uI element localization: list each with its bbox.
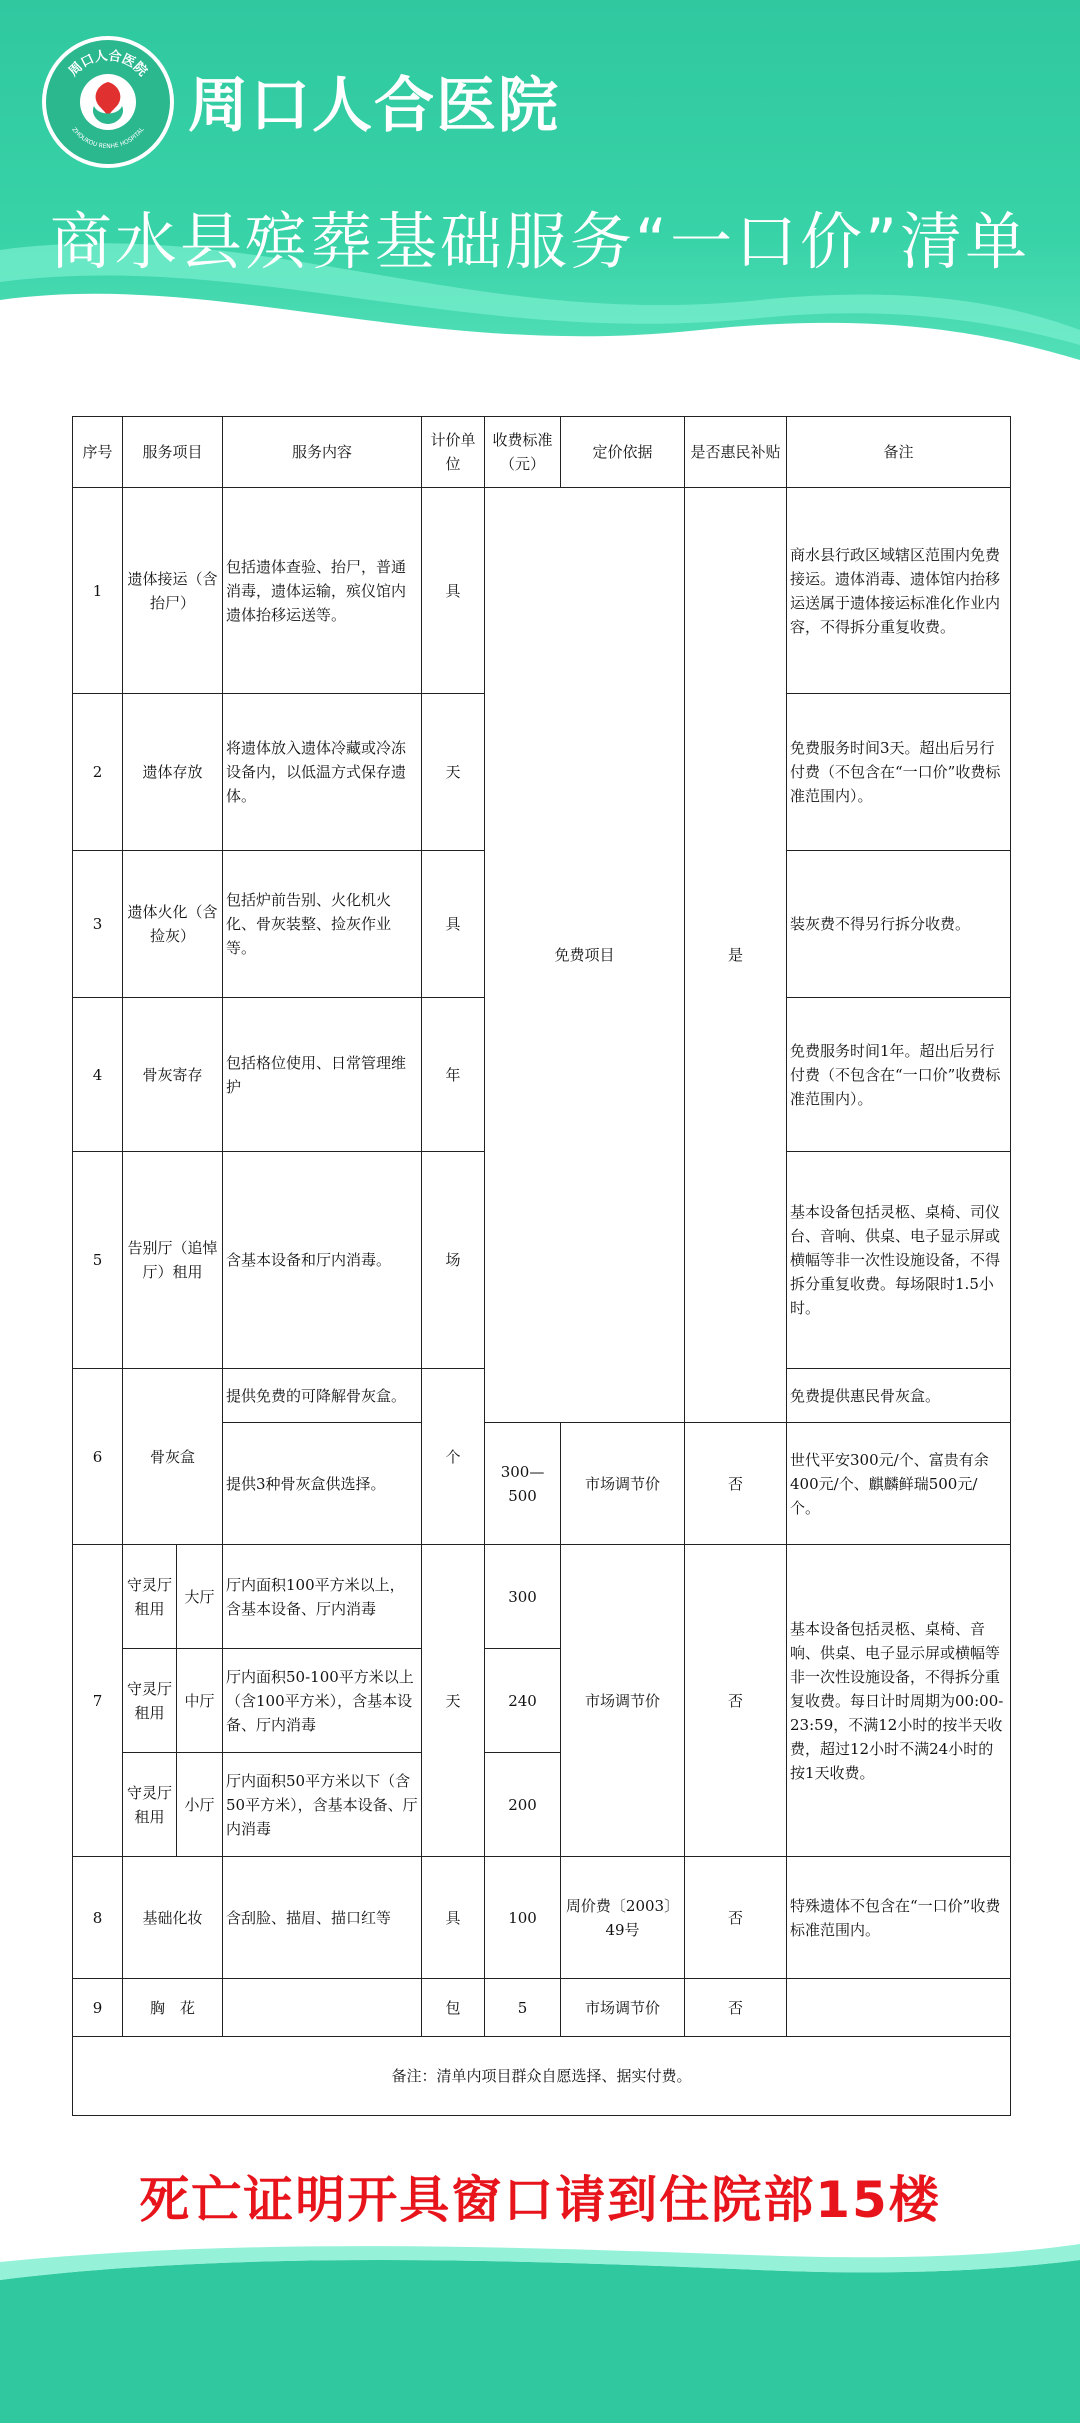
service-content: 包括炉前告别、火化机火化、骨灰装整、捡灰作业等。 [223,851,422,998]
table-header-row [73,417,1011,488]
hall-size: 中厅 [177,1649,223,1753]
header-cell: 服务项目 [123,417,223,488]
service-content: 提供3种骨灰盒供选择。 [223,1423,422,1545]
header-cell: 定价依据 [561,417,685,488]
table-row [73,488,1011,694]
service-item: 遗体接运（含抬尸） [123,488,223,694]
service-item: 守灵厅租用 [123,1753,177,1857]
remark: 特殊遗体不包含在“一口价”收费标准范围内。 [787,1857,1011,1979]
service-content: 厅内面积50-100平方米以上（含100平方米），含基本设备、厅内消毒 [223,1649,422,1753]
subsidy: 否 [685,1979,787,2037]
page-title: 商水县殡葬基础服务“一口价”清单 [49,205,1031,278]
remark: 基本设备包括灵柩、桌椅、司仪台、音响、供桌、电子显示屏或横幅等非一次性设施设备，不得拆分重复收费。每场限时1.5小时。 [787,1152,1011,1369]
service-item: 遗体存放 [123,694,223,851]
subsidy: 否 [685,1423,787,1545]
remark: 装灰费不得另行拆分收费。 [787,851,1011,998]
service-content [223,1979,422,2037]
pricing-unit: 场 [422,1152,485,1369]
row-number: 6 [73,1369,123,1545]
hospital-logo [42,36,174,168]
logo-text-top: 周口人合医院 [66,48,150,80]
service-content: 将遗体放入遗体冷藏或冷冻设备内，以低温方式保存遗体。 [223,694,422,851]
table-row [73,1979,1011,2037]
free-items-subsidy: 是 [685,488,787,1423]
header-banner [0,0,1080,400]
service-item: 骨灰盒 [123,1369,223,1545]
table-footer-row [73,2037,1011,2116]
service-item: 胸 花 [123,1979,223,2037]
remark: 免费服务时间1年。超出后另行付费（不包含在“一口价”收费标准范围内）。 [787,998,1011,1152]
subsidy: 否 [685,1857,787,1979]
header-cell: 计价单位 [422,417,485,488]
pricing-basis: 周价费〔2003〕49号 [561,1857,685,1979]
service-item: 守灵厅租用 [123,1545,177,1649]
price: 5 [485,1979,561,2037]
pricing-unit: 年 [422,998,485,1152]
table-row [73,1545,1011,1649]
pricing-unit: 个 [422,1369,485,1545]
death-certificate-notice: 死亡证明开具窗口请到住院部15楼 [139,2171,941,2229]
row-number: 2 [73,694,123,851]
row-number: 7 [73,1545,123,1857]
table-row [73,1857,1011,1979]
service-content: 厅内面积100平方米以上，含基本设备、厅内消毒 [223,1545,422,1649]
pricing-basis: 市场调节价 [561,1545,685,1857]
hall-size: 大厅 [177,1545,223,1649]
pricing-unit: 天 [422,694,485,851]
service-content: 含基本设备和厅内消毒。 [223,1152,422,1369]
service-item: 骨灰寄存 [123,998,223,1152]
remark: 基本设备包括灵柩、桌椅、音响、供桌、电子显示屏或横幅等非一次性设施设备，不得拆分重复收费。每日计时周期为00:00-23:59，不满12小时的按半天收费，超过12小时不满24小时的按1天收费。 [787,1545,1011,1857]
footer-wave [0,2240,1080,2423]
pricing-basis: 市场调节价 [561,1423,685,1545]
row-number: 9 [73,1979,123,2037]
pricing-unit: 具 [422,1857,485,1979]
pricing-unit: 具 [422,488,485,694]
free-items-basis: 免费项目 [485,488,685,1423]
header-cell: 序号 [73,417,123,488]
service-item: 告别厅（追悼厅）租用 [123,1152,223,1369]
pricing-unit: 具 [422,851,485,998]
subsidy: 否 [685,1545,787,1857]
price: 300 [485,1545,561,1649]
service-item: 遗体火化（含捡灰） [123,851,223,998]
remark: 免费服务时间3天。超出后另行付费（不包含在“一口价”收费标准范围内）。 [787,694,1011,851]
service-content: 含刮脸、描眉、描口红等 [223,1857,422,1979]
logo-text-bottom: ZHOUKOU RENHE HOSPITAL [70,126,146,151]
remark: 世代平安300元/个、富贵有余400元/个、麒麟鲜瑞500元/个。 [787,1423,1011,1545]
row-number: 1 [73,488,123,694]
row-number: 5 [73,1152,123,1369]
header-cell: 收费标准（元） [485,417,561,488]
pricing-basis: 市场调节价 [561,1979,685,2037]
hall-size: 小厅 [177,1753,223,1857]
row-number: 4 [73,998,123,1152]
service-content: 包括格位使用、日常管理维护 [223,998,422,1152]
service-item: 基础化妆 [123,1857,223,1979]
service-content: 提供免费的可降解骨灰盒。 [223,1369,422,1423]
pricing-unit: 天 [422,1545,485,1857]
price: 100 [485,1857,561,1979]
price-list-table [72,416,1011,2116]
service-content: 包括遗体查验、抬尸，普通消毒，遗体运输，殡仪馆内遗体抬移运送等。 [223,488,422,694]
table-footer-note: 备注：清单内项目群众自愿选择、据实付费。 [73,2037,1011,2116]
price: 240 [485,1649,561,1753]
service-content: 厅内面积50平方米以下（含50平方米），含基本设备、厅内消毒 [223,1753,422,1857]
header-cell: 备注 [787,417,1011,488]
header-cell: 是否惠民补贴 [685,417,787,488]
price: 300—500 [485,1423,561,1545]
hospital-name: 周口人合医院 [188,71,560,141]
row-number: 3 [73,851,123,998]
remark: 商水县行政区域辖区范围内免费接运。遗体消毒、遗体馆内抬移运送属于遗体接运标准化作业内容，不得拆分重复收费。 [787,488,1011,694]
header-cell: 服务内容 [223,417,422,488]
service-item: 守灵厅租用 [123,1649,177,1753]
remark [787,1979,1011,2037]
remark: 免费提供惠民骨灰盒。 [787,1369,1011,1423]
row-number: 8 [73,1857,123,1979]
price: 200 [485,1753,561,1857]
pricing-unit: 包 [422,1979,485,2037]
